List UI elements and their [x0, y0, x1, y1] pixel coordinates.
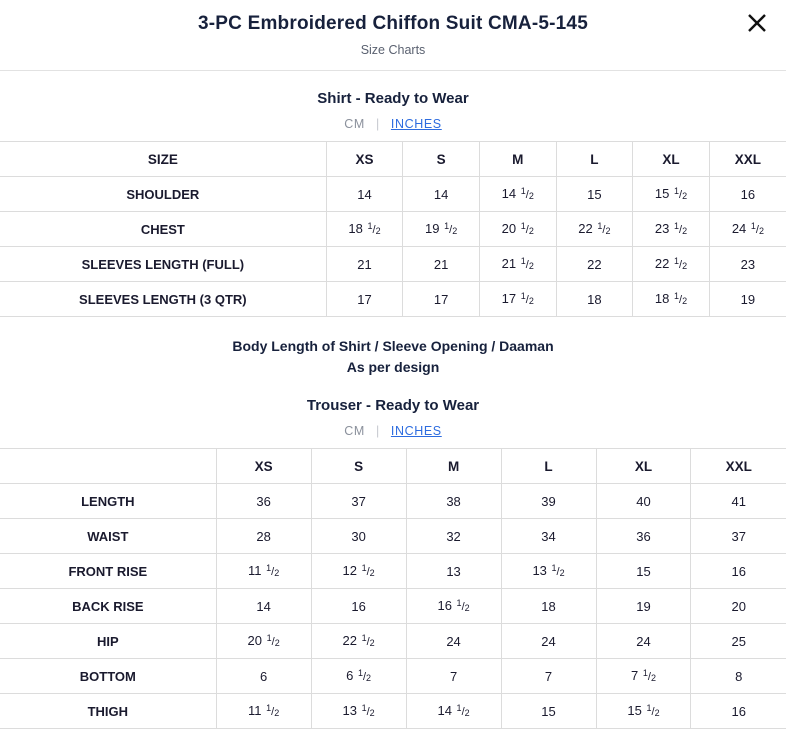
- shirt-cell: 24 $^1/_2$: [709, 212, 786, 247]
- trouser-cell: 24: [406, 624, 501, 659]
- table-row: [0, 659, 786, 694]
- shirt-cell: 14 $^1/_2$: [479, 177, 556, 212]
- shirt-cell: 18 $^1/_2$: [633, 282, 710, 317]
- shirt-cell: 17: [326, 282, 403, 317]
- trouser-unit-toggle: [0, 424, 786, 438]
- trouser-cell: 7: [406, 659, 501, 694]
- shirt-cell: 17 $^1/_2$: [479, 282, 556, 317]
- modal-header: [0, 0, 786, 71]
- trouser-cell: 38: [406, 484, 501, 519]
- table-row: [0, 212, 786, 247]
- shirt-row-label: SLEEVES LENGTH (FULL): [0, 247, 326, 282]
- table-header-row: [0, 142, 786, 177]
- close-icon[interactable]: [742, 8, 772, 38]
- trouser-cell: 28: [216, 519, 311, 554]
- table-row: [0, 484, 786, 519]
- trouser-cell: 11 $^1/_2$: [216, 694, 311, 729]
- shirt-cell: 23: [709, 247, 786, 282]
- trouser-cell: 14: [216, 589, 311, 624]
- shirt-unit-toggle: [0, 117, 786, 131]
- shirt-cell: 19 $^1/_2$: [403, 212, 480, 247]
- shirt-row-label: CHEST: [0, 212, 326, 247]
- trouser-cell: 19: [596, 589, 691, 624]
- trouser-cell: 20 $^1/_2$: [216, 624, 311, 659]
- trouser-unit-cm[interactable]: CM: [344, 424, 365, 438]
- trouser-column-header: [0, 449, 216, 484]
- trouser-cell: 14 $^1/_2$: [406, 694, 501, 729]
- trouser-cell: 20: [691, 589, 786, 624]
- trouser-column-header: L: [501, 449, 596, 484]
- shirt-row-label: SHOULDER: [0, 177, 326, 212]
- design-note-line1: Body Length of Shirt / Sleeve Opening / Daaman: [232, 338, 554, 354]
- trouser-cell: 7 $^1/_2$: [596, 659, 691, 694]
- design-note: [0, 336, 786, 378]
- table-header-row: [0, 449, 786, 484]
- shirt-column-header: M: [479, 142, 556, 177]
- page-title: 3-PC Embroidered Chiffon Suit CMA-5-145: [198, 13, 588, 34]
- trouser-cell: 13: [406, 554, 501, 589]
- trouser-cell: 34: [501, 519, 596, 554]
- trouser-row-label: WAIST: [0, 519, 216, 554]
- table-row: [0, 247, 786, 282]
- trouser-cell: 6: [216, 659, 311, 694]
- design-note-line2: As per design: [346, 359, 440, 375]
- table-row: [0, 624, 786, 659]
- trouser-cell: 24: [501, 624, 596, 659]
- table-row: [0, 519, 786, 554]
- trouser-cell: 37: [691, 519, 786, 554]
- shirt-cell: 23 $^1/_2$: [633, 212, 710, 247]
- trouser-cell: 39: [501, 484, 596, 519]
- shirt-column-header: L: [556, 142, 633, 177]
- trouser-section: [0, 396, 786, 729]
- trouser-cell: 16: [691, 554, 786, 589]
- trouser-cell: 11 $^1/_2$: [216, 554, 311, 589]
- shirt-section-title: Shirt - Ready to Wear: [317, 90, 469, 107]
- trouser-row-label: BOTTOM: [0, 659, 216, 694]
- trouser-cell: 13 $^1/_2$: [501, 554, 596, 589]
- shirt-column-header: XL: [633, 142, 710, 177]
- shirt-cell: 14: [403, 177, 480, 212]
- shirt-unit-inches[interactable]: INCHES: [390, 117, 442, 131]
- shirt-column-header: SIZE: [0, 142, 326, 177]
- trouser-cell: 16: [691, 694, 786, 729]
- shirt-cell: 21: [326, 247, 403, 282]
- shirt-size-table: [0, 141, 786, 317]
- trouser-cell: 16 $^1/_2$: [406, 589, 501, 624]
- trouser-cell: 6 $^1/_2$: [311, 659, 406, 694]
- shirt-cell: 22 $^1/_2$: [556, 212, 633, 247]
- trouser-row-label: FRONT RISE: [0, 554, 216, 589]
- trouser-cell: 15: [501, 694, 596, 729]
- table-row: [0, 177, 786, 212]
- trouser-row-label: HIP: [0, 624, 216, 659]
- trouser-cell: 30: [311, 519, 406, 554]
- trouser-unit-inches[interactable]: INCHES: [390, 424, 442, 438]
- trouser-cell: 22 $^1/_2$: [311, 624, 406, 659]
- shirt-table-head: [0, 142, 786, 177]
- shirt-column-header: S: [403, 142, 480, 177]
- shirt-cell: 14: [326, 177, 403, 212]
- trouser-column-header: XXL: [691, 449, 786, 484]
- trouser-cell: 36: [596, 519, 691, 554]
- shirt-section: [0, 89, 786, 317]
- trouser-cell: 40: [596, 484, 691, 519]
- shirt-cell: 19: [709, 282, 786, 317]
- shirt-column-header: XXL: [709, 142, 786, 177]
- table-row: [0, 589, 786, 624]
- trouser-column-header: XL: [596, 449, 691, 484]
- table-row: [0, 694, 786, 729]
- trouser-column-header: XS: [216, 449, 311, 484]
- shirt-table-body: [0, 177, 786, 317]
- trouser-cell: 15 $^1/_2$: [596, 694, 691, 729]
- trouser-column-header: M: [406, 449, 501, 484]
- trouser-cell: 8: [691, 659, 786, 694]
- shirt-column-header: XS: [326, 142, 403, 177]
- shirt-cell: 21 $^1/_2$: [479, 247, 556, 282]
- shirt-cell: 17: [403, 282, 480, 317]
- trouser-size-table: [0, 448, 786, 729]
- shirt-cell: 22 $^1/_2$: [633, 247, 710, 282]
- shirt-cell: 16: [709, 177, 786, 212]
- trouser-row-label: BACK RISE: [0, 589, 216, 624]
- trouser-cell: 36: [216, 484, 311, 519]
- modal-subtitle: Size Charts: [360, 43, 426, 57]
- shirt-cell: 15 $^1/_2$: [633, 177, 710, 212]
- shirt-row-label: SLEEVES LENGTH (3 QTR): [0, 282, 326, 317]
- trouser-table-body: [0, 484, 786, 729]
- shirt-cell: 21: [403, 247, 480, 282]
- trouser-column-header: S: [311, 449, 406, 484]
- shirt-cell: 22: [556, 247, 633, 282]
- trouser-cell: 37: [311, 484, 406, 519]
- trouser-table-head: [0, 449, 786, 484]
- trouser-cell: 41: [691, 484, 786, 519]
- trouser-row-label: THIGH: [0, 694, 216, 729]
- trouser-section-title: Trouser - Ready to Wear: [306, 397, 480, 414]
- close-icon-glyph: [742, 8, 772, 38]
- trouser-cell: 13 $^1/_2$: [311, 694, 406, 729]
- trouser-cell: 15: [596, 554, 691, 589]
- trouser-cell: 24: [596, 624, 691, 659]
- shirt-cell: 18 $^1/_2$: [326, 212, 403, 247]
- shirt-cell: 20 $^1/_2$: [479, 212, 556, 247]
- trouser-cell: 32: [406, 519, 501, 554]
- trouser-row-label: LENGTH: [0, 484, 216, 519]
- trouser-cell: 16: [311, 589, 406, 624]
- shirt-cell: 18: [556, 282, 633, 317]
- shirt-unit-separator: |: [375, 117, 380, 131]
- table-row: [0, 554, 786, 589]
- shirt-cell: 15: [556, 177, 633, 212]
- trouser-cell: 25: [691, 624, 786, 659]
- trouser-cell: 18: [501, 589, 596, 624]
- trouser-unit-separator: |: [375, 424, 380, 438]
- table-row: [0, 282, 786, 317]
- shirt-unit-cm[interactable]: CM: [344, 117, 365, 131]
- trouser-cell: 7: [501, 659, 596, 694]
- trouser-cell: 12 $^1/_2$: [311, 554, 406, 589]
